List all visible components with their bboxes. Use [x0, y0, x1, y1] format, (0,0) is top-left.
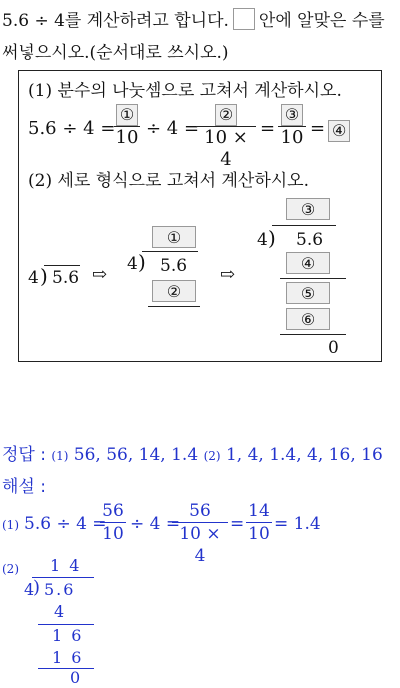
answer-box-ld3-6[interactable]: ⑥	[286, 308, 330, 330]
answer-box-ld2-1[interactable]: ①	[152, 226, 196, 248]
expl-fraction-1	[100, 500, 126, 545]
ld2-divisor: 4	[127, 254, 138, 274]
expl-remainder: 0	[70, 668, 81, 687]
part1-label: (1) 분수의 나눗셈으로 고쳐서 계산하시오.	[28, 81, 342, 101]
answer-box-4[interactable]: ④	[328, 120, 350, 142]
answer-box-ld3-3[interactable]: ③	[286, 198, 330, 220]
expl-f1-num: 56	[102, 501, 124, 521]
blank-box-icon	[233, 8, 255, 30]
expl-divisor: 4	[24, 580, 35, 599]
expl-f2-den: 10 × 4	[179, 524, 221, 566]
part1-eq1: =	[260, 118, 276, 139]
explanation-label: 해설 :	[2, 477, 46, 497]
answer-row	[2, 440, 383, 465]
expl-f3-num: 14	[248, 501, 270, 521]
ld2-dividend: 5.6	[160, 256, 188, 276]
ld3-bracket: )	[268, 226, 276, 250]
part1-div4: ÷ 4 =	[146, 118, 200, 139]
expl-eq1: =	[230, 514, 245, 534]
expl-fraction-3	[246, 500, 272, 545]
expl-p2-label: (2)	[2, 562, 19, 576]
part1-fraction-2	[196, 104, 256, 171]
ld3-dividend: 5.6	[296, 230, 324, 250]
part1-f2-den: 10 × 4	[204, 127, 248, 170]
expl-fraction-2	[172, 500, 228, 567]
expl-result: = 1.4	[274, 514, 321, 534]
answer-box-3[interactable]: ③	[281, 104, 303, 126]
expl-f3-den: 10	[248, 524, 270, 544]
expl-dividend: 5.6	[44, 580, 76, 599]
answer-box-1[interactable]: ①	[116, 104, 138, 126]
ld3-remainder: 0	[328, 338, 339, 358]
ld3-divisor: 4	[257, 230, 268, 250]
expl-step2: 1 6	[52, 626, 84, 645]
ld1-dividend: 5.6	[52, 268, 80, 288]
expl-step3: 1 6	[52, 648, 84, 667]
answer-box-ld3-5[interactable]: ⑤	[286, 282, 330, 304]
expl-bracket: )	[33, 577, 41, 598]
answer-label: 정답 :	[2, 445, 46, 465]
part1-eq2: =	[310, 118, 326, 139]
part1-f1-den: 10	[115, 127, 139, 148]
answer-box-ld2-2[interactable]: ②	[152, 280, 196, 302]
question-line1	[2, 6, 385, 31]
part1-fraction-1	[114, 104, 140, 149]
answer-box-ld3-4[interactable]: ④	[286, 252, 330, 274]
question-line2: 써넣으시오.(순서대로 쓰시오.)	[2, 43, 229, 63]
part1-f3-den: 10	[280, 127, 304, 148]
ld1-bracket: )	[40, 264, 48, 288]
part1-result	[328, 120, 350, 142]
part1-fraction-3	[278, 104, 306, 149]
expl-quotient: 1 4	[50, 556, 82, 575]
part2-label: (2) 세로 형식으로 고쳐서 계산하시오.	[28, 171, 310, 191]
answer-p1-label: (1)	[51, 449, 69, 463]
expl-f2-num: 56	[189, 501, 211, 521]
answer-p1-values: 56, 56, 14, 1.4	[73, 445, 199, 465]
expl-p1-label: (1)	[2, 518, 19, 532]
arrow-icon-2: ⇨	[220, 264, 236, 285]
ld2-bracket: )	[138, 250, 146, 274]
answer-p2-label: (2)	[203, 449, 221, 463]
expl-p1-lhs: 5.6 ÷ 4 =	[24, 514, 107, 534]
expl-step1: 4	[54, 602, 65, 621]
question-line1-tail: 안에 알맞은 수를	[258, 11, 385, 31]
ld1-divisor: 4	[28, 268, 39, 288]
arrow-icon: ⇨	[92, 264, 108, 285]
question-line1-text: 5.6 ÷ 4를 계산하려고 합니다.	[2, 11, 229, 31]
expl-div4: ÷ 4 =	[130, 514, 181, 534]
answer-box-2[interactable]: ②	[215, 104, 237, 126]
answer-p2-values: 1, 4, 1.4, 4, 16, 16	[225, 445, 383, 465]
expl-f1-den: 10	[102, 524, 124, 544]
part1-lhs: 5.6 ÷ 4 =	[28, 118, 116, 139]
